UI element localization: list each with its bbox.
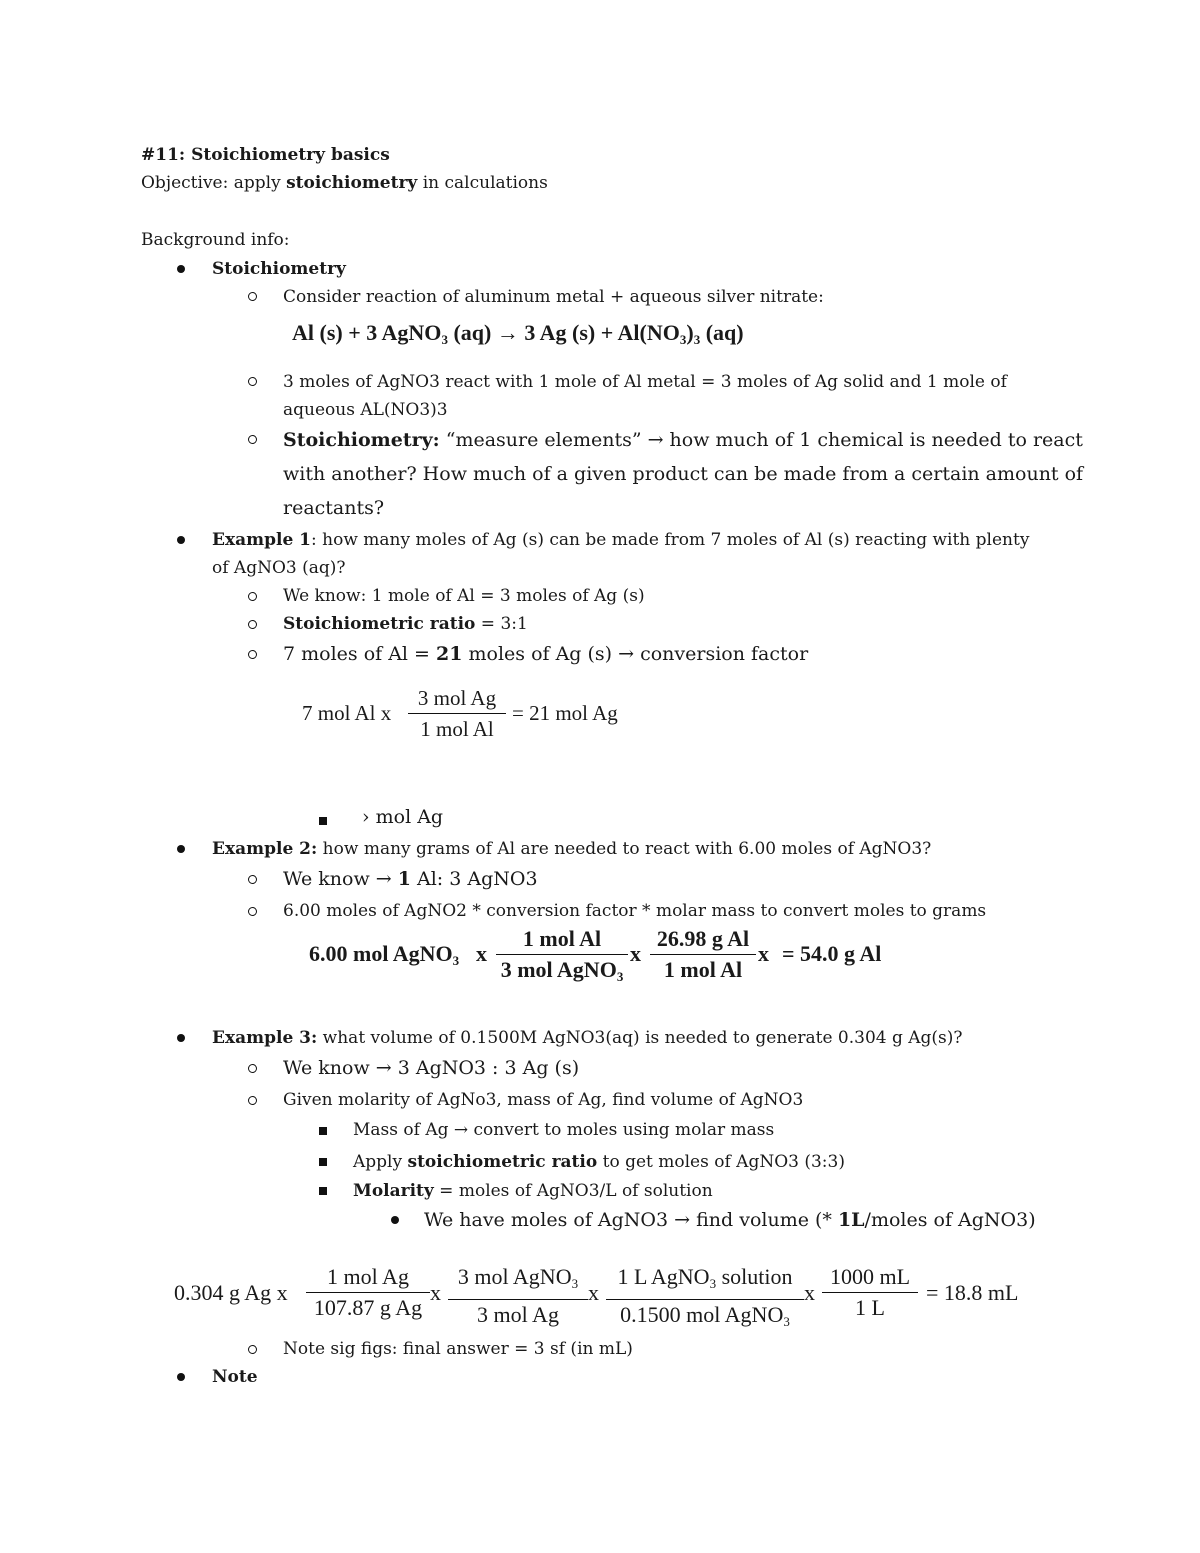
example3-text: what volume of 0.1500M AgNO3(aq) is needed to generate 0.304 g Ag(s)? bbox=[317, 1028, 963, 1048]
step4-bold: 1L bbox=[837, 1209, 865, 1231]
step3-bold: Molarity bbox=[353, 1181, 434, 1201]
conv-a: 7 moles of Al = bbox=[283, 643, 437, 665]
reaction-a-sub: 3 bbox=[441, 332, 448, 347]
step4-a: We have moles of AgNO3 → find volume (* bbox=[424, 1209, 838, 1231]
ex2-f1-den-sub: 3 bbox=[616, 969, 624, 984]
bullet-circle bbox=[248, 875, 257, 884]
ex3-f2-den: 3 mol Ag bbox=[477, 1302, 559, 1327]
bullet-circle bbox=[248, 620, 257, 629]
example2-we-know bbox=[283, 867, 538, 891]
bullet-disc bbox=[177, 1373, 185, 1381]
ex3-x-1: x bbox=[430, 1280, 441, 1305]
ex3-fraction-1 bbox=[306, 1263, 430, 1323]
ex2-we-know-bold: 1 bbox=[397, 868, 411, 890]
ex3-f3-num-sub: 3 bbox=[709, 1276, 717, 1291]
stoich-heading: Stoichiometry bbox=[212, 259, 346, 279]
objective-bold: stoichiometry bbox=[286, 173, 418, 193]
definition-line-3: reactants? bbox=[283, 497, 385, 519]
ex3-f3-den: 0.1500 mol AgNO bbox=[620, 1302, 784, 1327]
example1-text: : how many moles of Ag (s) can be made from 7 moles of Al (s) reacting with plenty bbox=[311, 530, 1030, 550]
conv-b: 21 bbox=[436, 643, 463, 665]
bullet-disc bbox=[177, 536, 185, 544]
example3-step-1: Mass of Ag → convert to moles using molar mass bbox=[353, 1120, 775, 1140]
consider-text: Consider reaction of aluminum metal + aqueous silver nitrate: bbox=[283, 287, 824, 307]
ex3-f1-num: 1 mol Ag bbox=[306, 1263, 430, 1293]
bullet-disc bbox=[391, 1216, 399, 1224]
ex3-x-2: x bbox=[588, 1280, 599, 1305]
example3-we-know: We know → 3 AgNO3 : 3 Ag (s) bbox=[283, 1057, 580, 1079]
ex3-fraction-4 bbox=[822, 1263, 918, 1323]
ex2-left-text: 6.00 mol AgNO bbox=[309, 941, 453, 966]
page-title: #11: Stoichiometry basics bbox=[141, 145, 390, 165]
objective-suffix: in calculations bbox=[417, 173, 548, 193]
ex3-f1-den: 107.87 g Ag bbox=[313, 1295, 423, 1320]
example2-text: how many grams of Al are needed to react with 6.00 moles of AgNO3? bbox=[317, 839, 932, 859]
ex2-f2-den: 1 mol Al bbox=[663, 957, 743, 982]
example2-conversion: 6.00 moles of AgNO2 * conversion factor * molar mass to convert moles to grams bbox=[283, 901, 987, 921]
ex2-f1-num: 1 mol Al bbox=[496, 925, 628, 955]
bullet-circle bbox=[248, 1064, 257, 1073]
ex3-f3-den-sub: 3 bbox=[783, 1314, 790, 1329]
ex2-f2-num: 26.98 g Al bbox=[650, 925, 756, 955]
example3-sigfigs: Note sig figs: final answer = 3 sf (in mL) bbox=[283, 1339, 633, 1359]
ex1-eq-left: 7 mol Al x bbox=[302, 701, 392, 725]
bullet-circle bbox=[248, 907, 257, 916]
bullet-circle bbox=[248, 1345, 257, 1354]
ex2-x-2: x bbox=[630, 941, 641, 966]
ex2-f1-den: 3 mol AgNO bbox=[500, 957, 617, 982]
example3-label: Example 3: bbox=[212, 1028, 318, 1048]
definition-line-1 bbox=[283, 428, 1083, 452]
reaction-a: Al (s) + 3 AgNO bbox=[292, 320, 442, 345]
example3-line bbox=[212, 1027, 963, 1049]
ratio-rest: = 3:1 bbox=[475, 614, 528, 634]
bullet-circle bbox=[248, 292, 257, 301]
ex3-x-3: x bbox=[804, 1280, 815, 1305]
bullet-circle bbox=[248, 435, 257, 444]
reaction-b: (aq) → 3 Ag (s) + Al(NO bbox=[447, 320, 680, 345]
bullet-circle bbox=[248, 592, 257, 601]
bullet-square bbox=[319, 1158, 327, 1166]
bullet-square bbox=[319, 1127, 327, 1135]
ex3-fraction-3 bbox=[606, 1263, 804, 1337]
step2-bold: stoichiometric ratio bbox=[407, 1152, 598, 1172]
bullet-square bbox=[319, 1187, 327, 1195]
bullet-disc bbox=[177, 1034, 185, 1042]
reaction-d: (aq) bbox=[700, 320, 744, 345]
ex2-we-know-rest: Al: 3 AgNO3 bbox=[410, 868, 538, 890]
definition-line-2: with another? How much of a given product can be made from a certain amount of bbox=[283, 463, 1084, 485]
ex1-eq-right: = 21 mol Ag bbox=[512, 701, 618, 725]
definition-bold: Stoichiometry: bbox=[283, 429, 440, 451]
definition-text: “measure elements” → how much of 1 chemical is needed to react bbox=[439, 429, 1083, 451]
ex1-numerator: 3 mol Ag bbox=[408, 684, 506, 714]
example1-line-1 bbox=[212, 529, 1029, 551]
bullet-disc bbox=[177, 265, 185, 273]
bullet-circle bbox=[248, 650, 257, 659]
example1-conversion bbox=[283, 642, 808, 666]
step4-c: /moles of AgNO3) bbox=[864, 1209, 1036, 1231]
bullet-circle bbox=[248, 377, 257, 386]
ex3-fraction-2 bbox=[448, 1263, 588, 1330]
ex1-fraction bbox=[408, 684, 506, 744]
moles-line-2: aqueous AL(NO3)3 bbox=[283, 400, 448, 420]
ex3-f2-num-sub: 3 bbox=[571, 1276, 579, 1291]
step3-rest: = moles of AgNO3/L of solution bbox=[433, 1181, 713, 1201]
reaction-c-sub: 3 bbox=[693, 332, 701, 347]
ex3-f2-num-wrap bbox=[448, 1263, 588, 1300]
objective-prefix: Objective: apply bbox=[141, 173, 287, 193]
ex3-f3-num-wrap bbox=[606, 1263, 804, 1300]
ex2-x-1: x bbox=[476, 941, 487, 966]
step2-a: Apply bbox=[353, 1152, 408, 1172]
ex3-f4-den: 1 L bbox=[855, 1295, 885, 1320]
ex3-f3-num: 1 L AgNO bbox=[617, 1264, 710, 1289]
ex3-eq-right: = 18.8 mL bbox=[926, 1280, 1019, 1305]
ratio-bold: Stoichiometric ratio bbox=[283, 614, 476, 634]
ex2-x-3: x bbox=[758, 941, 769, 966]
bullet-square bbox=[319, 817, 327, 825]
reaction-b-sub: 3 bbox=[679, 332, 687, 347]
ex3-f3-num-b: solution bbox=[716, 1264, 793, 1289]
ex2-fraction-1 bbox=[496, 925, 628, 992]
ex2-we-know-a: We know → bbox=[283, 868, 398, 890]
ex2-fraction-2 bbox=[650, 925, 756, 985]
objective bbox=[141, 172, 548, 194]
note-label: Note bbox=[212, 1367, 258, 1387]
example3-step-3 bbox=[353, 1180, 713, 1202]
ex3-f3-den-wrap bbox=[606, 1300, 804, 1337]
ex2-left-sub: 3 bbox=[452, 953, 460, 968]
example1-label: Example 1 bbox=[212, 530, 312, 550]
ex2-eq-left bbox=[309, 941, 459, 969]
ex2-f1-den-wrap bbox=[496, 955, 628, 992]
bullet-circle bbox=[248, 1096, 257, 1105]
reaction-c: ) bbox=[686, 320, 694, 345]
ex3-f4-num: 1000 mL bbox=[822, 1263, 918, 1293]
ex2-eq-right: = 54.0 g Al bbox=[782, 941, 882, 966]
background-label: Background info: bbox=[141, 230, 290, 250]
conv-c: moles of Ag (s) → conversion factor bbox=[462, 643, 809, 665]
example2-label: Example 2: bbox=[212, 839, 318, 859]
example3-given: Given molarity of AgNo3, mass of Ag, find volume of AgNO3 bbox=[283, 1090, 804, 1110]
example1-ratio bbox=[283, 613, 528, 635]
bullet-disc bbox=[177, 845, 185, 853]
ex3-eq-left: 0.304 g Ag x bbox=[174, 1280, 288, 1305]
example3-step-4 bbox=[424, 1208, 1036, 1232]
step2-c: to get moles of AgNO3 (3:3) bbox=[597, 1152, 845, 1172]
moles-line-1: 3 moles of AgNO3 react with 1 mole of Al metal = 3 moles of Ag solid and 1 mole of bbox=[283, 372, 1007, 392]
example2-line bbox=[212, 838, 931, 860]
reaction-equation bbox=[292, 320, 744, 348]
ex1-denominator: 1 mol Al bbox=[420, 717, 494, 741]
ex3-f2-num: 3 mol AgNO bbox=[457, 1264, 572, 1289]
example3-step-2 bbox=[353, 1151, 845, 1173]
example1-line-2: of AgNO3 (aq)? bbox=[212, 558, 346, 578]
example1-partial: › mol Ag bbox=[362, 806, 444, 828]
example1-we-know: We know: 1 mole of Al = 3 moles of Ag (s) bbox=[283, 586, 645, 606]
